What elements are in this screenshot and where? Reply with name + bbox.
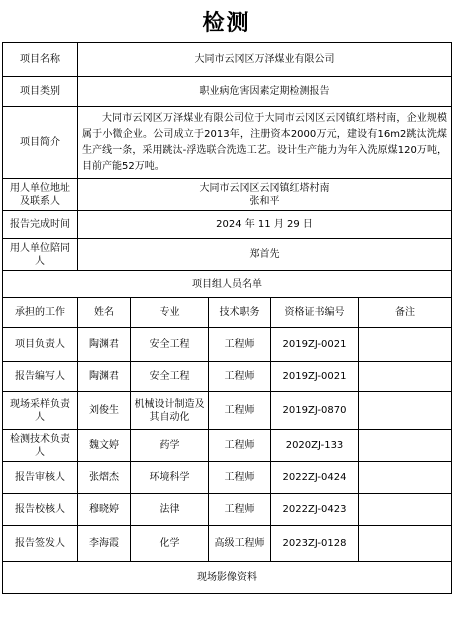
member-note [359,328,452,362]
member-name: 魏文婷 [78,430,131,462]
header-note: 备注 [359,298,452,328]
member-title: 工程师 [209,494,271,526]
member-note [359,526,452,562]
label-accompanying-person: 用人单位陪同人 [3,239,78,271]
header-name: 姓名 [78,298,131,328]
member-role: 报告签发人 [3,526,78,562]
member-cert: 2019ZJ-0021 [271,362,359,392]
employer-address: 大同市云冈区云冈镇红塔村南 [199,182,330,194]
report-info-table [2,42,452,594]
member-note [359,362,452,392]
table-row [3,362,452,392]
member-title: 工程师 [209,362,271,392]
value-project-category: 职业病危害因素定期检测报告 [78,77,452,107]
members-title: 项目组人员名单 [3,271,452,298]
value-project-name: 大同市云冈区万泽煤业有限公司 [78,43,452,77]
member-role: 报告审核人 [3,462,78,494]
header-title: 技术职务 [209,298,271,328]
member-role: 项目负责人 [3,328,78,362]
value-report-date: 2024 年 11 月 29 日 [78,211,452,239]
member-name: 陶渊君 [78,362,131,392]
row-project-intro [3,107,452,179]
member-name: 刘俊生 [78,392,131,430]
member-major: 机械设计制造及其自动化 [131,392,209,430]
member-name: 张熠杰 [78,462,131,494]
row-project-name [3,43,452,77]
row-project-category [3,77,452,107]
label-employer-address: 用人单位地址及联系人 [3,179,78,211]
member-major: 法律 [131,494,209,526]
member-title: 工程师 [209,328,271,362]
member-title: 高级工程师 [209,526,271,562]
member-major: 化学 [131,526,209,562]
member-name: 陶渊君 [78,328,131,362]
member-cert: 2022ZJ-0423 [271,494,359,526]
member-cert: 2023ZJ-0128 [271,526,359,562]
table-row [3,328,452,362]
member-note [359,392,452,430]
header-major: 专业 [131,298,209,328]
member-cert: 2022ZJ-0424 [271,462,359,494]
header-cert: 资格证书编号 [271,298,359,328]
member-title: 工程师 [209,430,271,462]
member-cert: 2019ZJ-0021 [271,328,359,362]
member-note [359,462,452,494]
member-role: 检测技术负责人 [3,430,78,462]
value-employer-address [78,179,452,211]
photos-title: 现场影像资料 [3,562,452,594]
label-report-date: 报告完成时间 [3,211,78,239]
row-employer-address [3,179,452,211]
member-title: 工程师 [209,462,271,494]
label-project-name: 项目名称 [3,43,78,77]
label-project-intro: 项目简介 [3,107,78,179]
row-accompanying-person [3,239,452,271]
member-title: 工程师 [209,392,271,430]
member-major: 环境科学 [131,462,209,494]
member-name: 李海霞 [78,526,131,562]
header-role: 承担的工作 [3,298,78,328]
page-title: 检测 [202,11,251,36]
member-major: 安全工程 [131,362,209,392]
row-photos-title [3,562,452,594]
member-cert: 2020ZJ-133 [271,430,359,462]
members-header-row [3,298,452,328]
member-name: 穆晓婷 [78,494,131,526]
table-row [3,526,452,562]
member-major: 药学 [131,430,209,462]
table-row [3,392,452,430]
member-role: 报告编写人 [3,362,78,392]
value-project-intro: 大同市云冈区万泽煤业有限公司位于大同市云冈区云冈镇红塔村南，企业规模属于小微企业。公司成立于2013年，注册资本2000万元，建设有16m2跳汰洗煤生产线一条，采用跳汰-浮选联合洗选工艺。设计生产能力为年入洗原煤120万吨，目前产能52万吨。 [78,107,452,179]
employer-contact: 张和平 [249,195,280,207]
table-row [3,462,452,494]
member-role: 现场采样负责人 [3,392,78,430]
member-note [359,430,452,462]
row-report-date [3,211,452,239]
member-role: 报告校核人 [3,494,78,526]
table-row [3,430,452,462]
value-accompanying-person: 郑首先 [78,239,452,271]
table-row [3,494,452,526]
member-major: 安全工程 [131,328,209,362]
member-cert: 2019ZJ-0870 [271,392,359,430]
member-note [359,494,452,526]
row-members-title [3,271,452,298]
label-project-category: 项目类别 [3,77,78,107]
